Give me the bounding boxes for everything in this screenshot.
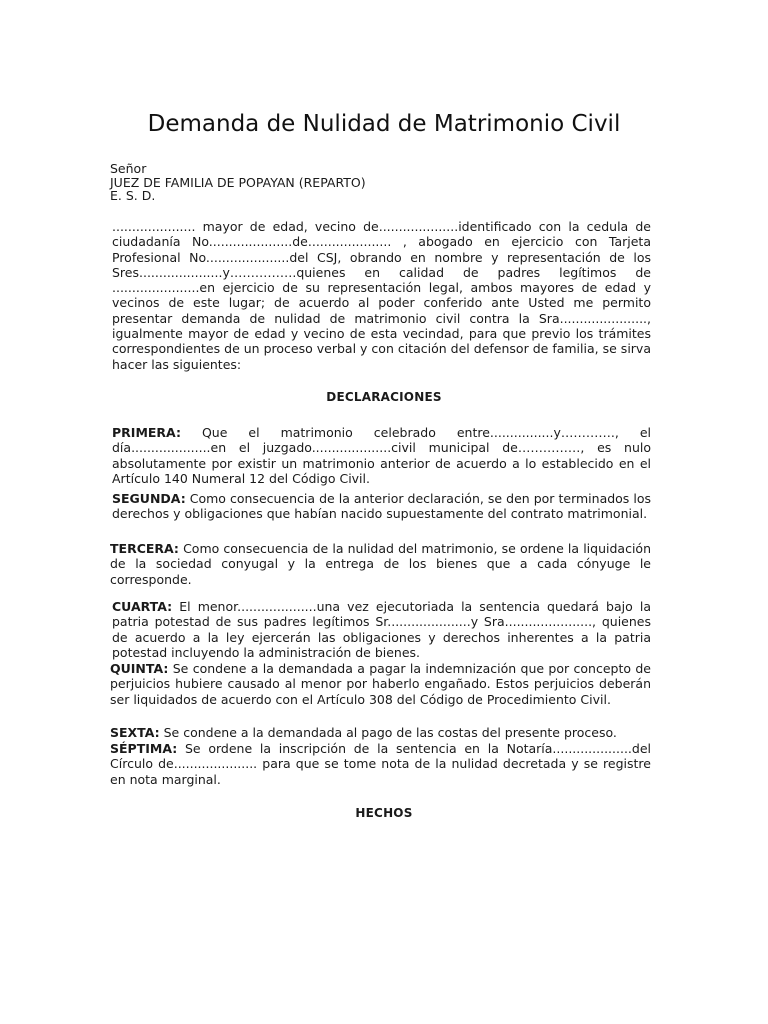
addressee-block <box>110 162 366 203</box>
declaration-text: Se condene a la demandada al pago de las costas del presente proceso. <box>159 725 617 740</box>
declaration-label: TERCERA: <box>110 541 179 556</box>
declaration-septima <box>110 741 651 787</box>
declaration-text: El menor....................una vez ejecutoriada la sentencia quedará bajo la patria potestad de sus padres legítimos Sr.....................y Sra......................, quienes de acuerdo a la ley ejercerán las obligaciones y derechos inherentes a la patria potestad incluyendo la administración de bienes. <box>112 599 651 660</box>
document-title: Demanda de Nulidad de Matrimonio Civil <box>147 111 621 137</box>
declaration-text: Como consecuencia de la anterior declaración, se den por terminados los derechos y obligaciones que habían nacido supuestamente del contrato matrimonial. <box>112 491 651 522</box>
declaration-label: SEXTA: <box>110 725 160 740</box>
addressee-salutation: Señor <box>110 161 147 176</box>
declaration-primera <box>112 425 651 486</box>
declaration-text: Que el matrimonio celebrado entre................y…………., el día....................en el juzgado....................civil municipal de……………, es nulo absolutamente por existir un matrimonio anterior de acuerdo a lo establecido en el Artículo 140 Numeral 12 del Código Civil. <box>112 425 651 486</box>
declaration-label: PRIMERA: <box>112 425 181 440</box>
declaration-quinta <box>110 661 651 707</box>
declaration-tercera <box>110 541 651 587</box>
declaration-sexta <box>110 725 651 740</box>
declaration-segunda <box>112 491 651 522</box>
declaration-cuarta <box>112 599 651 660</box>
declaration-text: Como consecuencia de la nulidad del matrimonio, se ordene la liquidación de la sociedad conyugal y la entrega de los bienes que a cada cónyuge le corresponde. <box>110 541 651 587</box>
declaration-text: Se ordene la inscripción de la sentencia en la Notaría....................del Círculo de..................... para que se tome nota de la nulidad decretada y se registre en nota marginal. <box>110 741 651 787</box>
hechos-heading: HECHOS <box>355 806 413 820</box>
declaration-label: CUARTA: <box>112 599 173 614</box>
declaration-label: SÉPTIMA: <box>110 741 178 756</box>
declaration-text: Se condene a la demandada a pagar la indemnización que por concepto de perjuicios hubiere causado al menor por haberlo engañado. Estos perjuicios deberán ser liquidados de acuerdo con el Artículo 308 del Código de Procedimiento Civil. <box>110 661 651 707</box>
declaraciones-heading: DECLARACIONES <box>326 390 442 404</box>
addressee-esd: E. S. D. <box>110 188 156 203</box>
addressee-judge: JUEZ DE FAMILIA DE POPAYAN (REPARTO) <box>110 174 366 190</box>
declaration-label: SEGUNDA: <box>112 491 186 506</box>
declaration-label: QUINTA: <box>110 661 169 676</box>
intro-paragraph: ..................... mayor de edad, vecino de....................identificado con la cedula de ciudadanía No.....................de..................... , abogado en ejercicio con Tarjeta Profesional No.....................del CSJ, obrando en nombre y representación de los Sres.....................y…………….quienes en calidad de padres legítimos de ......................en ejercicio de su representación legal, ambos mayores de edad y vecinos de este lugar; de acuerdo al poder conferido ante Usted me permito presentar demanda de nulidad de matrimonio civil contra la Sra......................, igualmente mayor de edad y vecino de esta vecindad, para que previo los trámites correspondientes de un proceso verbal y con citación del defensor de familia, se sirva hacer las siguientes: <box>112 219 651 372</box>
